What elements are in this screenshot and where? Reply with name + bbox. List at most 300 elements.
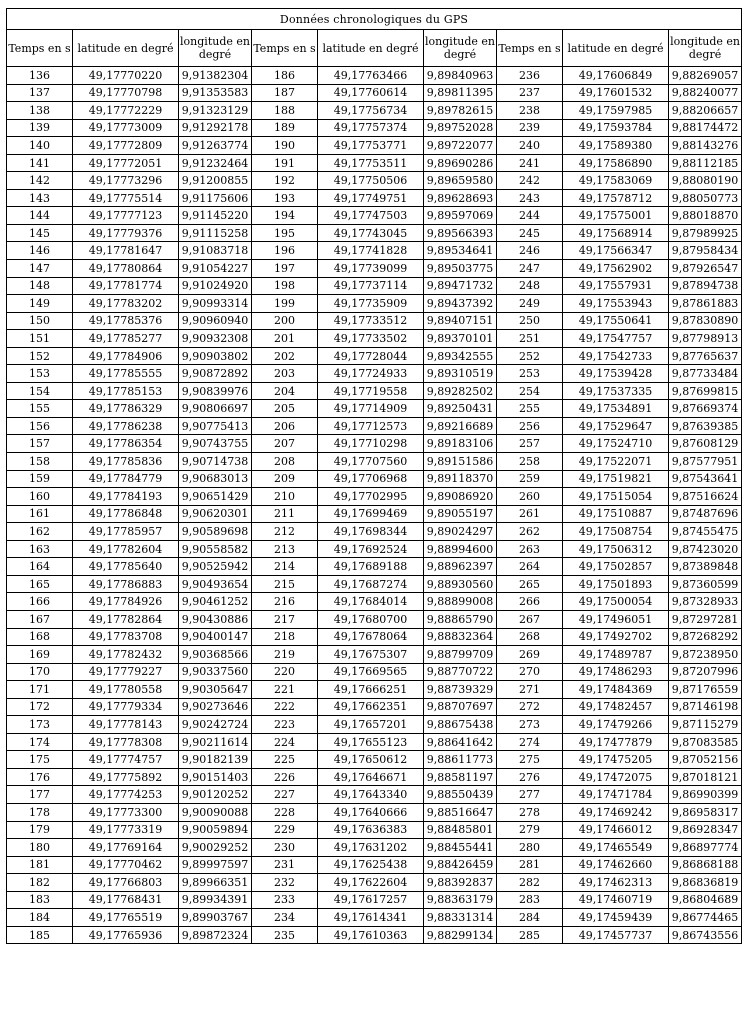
cell-latitude: 49,17770220 [73,67,179,85]
cell-longitude: 9,88363179 [424,891,497,909]
cell-latitude: 49,17680700 [318,610,424,628]
cell-time: 249 [497,295,563,313]
cell-longitude: 9,87926547 [669,260,742,278]
cell-time: 161 [7,505,73,523]
cell-latitude: 49,17465549 [563,839,669,857]
cell-time: 235 [252,926,318,944]
cell-time: 279 [497,821,563,839]
cell-longitude: 9,90932308 [179,330,252,348]
cell-latitude: 49,17773319 [73,821,179,839]
cell-longitude: 9,89534641 [424,242,497,260]
cell-time: 232 [252,874,318,892]
cell-latitude: 49,17786238 [73,417,179,435]
cell-longitude: 9,87639385 [669,417,742,435]
cell-latitude: 49,17501893 [563,575,669,593]
cell-time: 258 [497,453,563,471]
cell-longitude: 9,89934391 [179,891,252,909]
cell-latitude: 49,17484369 [563,681,669,699]
cell-latitude: 49,17459439 [563,909,669,927]
cell-longitude: 9,87389848 [669,558,742,576]
cell-time: 231 [252,856,318,874]
cell-time: 261 [497,505,563,523]
table-row [7,751,742,769]
cell-longitude: 9,87798913 [669,330,742,348]
cell-longitude: 9,88331314 [424,909,497,927]
cell-time: 160 [7,488,73,506]
table-row [7,523,742,541]
cell-time: 177 [7,786,73,804]
cell-time: 144 [7,207,73,225]
cell-latitude: 49,17768431 [73,891,179,909]
cell-longitude: 9,90806697 [179,400,252,418]
cell-latitude: 49,17557931 [563,277,669,295]
cell-longitude: 9,89840963 [424,67,497,85]
cell-latitude: 49,17774253 [73,786,179,804]
cell-latitude: 49,17724933 [318,365,424,383]
cell-time: 171 [7,681,73,699]
cell-time: 237 [497,84,563,102]
cell-time: 182 [7,874,73,892]
cell-time: 194 [252,207,318,225]
cell-latitude: 49,17770798 [73,84,179,102]
cell-time: 206 [252,417,318,435]
cell-latitude: 49,17710298 [318,435,424,453]
cell-longitude: 9,90430886 [179,610,252,628]
cell-time: 246 [497,242,563,260]
cell-longitude: 9,91323129 [179,102,252,120]
cell-time: 180 [7,839,73,857]
table-row [7,874,742,892]
cell-longitude: 9,87543641 [669,470,742,488]
table-row [7,189,742,207]
cell-longitude: 9,88174472 [669,119,742,137]
cell-time: 155 [7,400,73,418]
cell-time: 137 [7,84,73,102]
cell-time: 222 [252,698,318,716]
cell-time: 220 [252,663,318,681]
cell-longitude: 9,88080190 [669,172,742,190]
cell-longitude: 9,87360599 [669,575,742,593]
cell-time: 156 [7,417,73,435]
cell-time: 173 [7,716,73,734]
cell-longitude: 9,87733484 [669,365,742,383]
cell-longitude: 9,89503775 [424,260,497,278]
cell-longitude: 9,90993314 [179,295,252,313]
cell-longitude: 9,89342555 [424,347,497,365]
cell-time: 277 [497,786,563,804]
cell-latitude: 49,17786883 [73,575,179,593]
cell-latitude: 49,17743045 [318,224,424,242]
cell-longitude: 9,88206657 [669,102,742,120]
column-header-longitude: longitude en degré [424,30,497,67]
cell-time: 141 [7,154,73,172]
table-row [7,453,742,471]
cell-longitude: 9,89055197 [424,505,497,523]
table-row [7,663,742,681]
cell-latitude: 49,17462660 [563,856,669,874]
cell-longitude: 9,90743755 [179,435,252,453]
cell-time: 188 [252,102,318,120]
table-row [7,260,742,278]
cell-time: 236 [497,67,563,85]
cell-time: 255 [497,400,563,418]
cell-time: 225 [252,751,318,769]
cell-time: 193 [252,189,318,207]
cell-time: 212 [252,523,318,541]
cell-time: 138 [7,102,73,120]
cell-time: 284 [497,909,563,927]
cell-latitude: 49,17650612 [318,751,424,769]
cell-longitude: 9,87699815 [669,382,742,400]
cell-latitude: 49,17662351 [318,698,424,716]
cell-time: 170 [7,663,73,681]
cell-longitude: 9,90714738 [179,453,252,471]
cell-longitude: 9,87207996 [669,663,742,681]
cell-longitude: 9,86928347 [669,821,742,839]
cell-time: 245 [497,224,563,242]
cell-longitude: 9,89471732 [424,277,497,295]
cell-latitude: 49,17583069 [563,172,669,190]
cell-latitude: 49,17610363 [318,926,424,944]
cell-latitude: 49,17601532 [563,84,669,102]
cell-latitude: 49,17782604 [73,540,179,558]
cell-time: 238 [497,102,563,120]
cell-latitude: 49,17779376 [73,224,179,242]
cell-longitude: 9,88485801 [424,821,497,839]
cell-latitude: 49,17785836 [73,453,179,471]
cell-latitude: 49,17719558 [318,382,424,400]
cell-latitude: 49,17714909 [318,400,424,418]
cell-longitude: 9,87894738 [669,277,742,295]
cell-longitude: 9,88930560 [424,575,497,593]
cell-latitude: 49,17769164 [73,839,179,857]
cell-longitude: 9,88143276 [669,137,742,155]
cell-longitude: 9,88299134 [424,926,497,944]
cell-latitude: 49,17783708 [73,628,179,646]
cell-longitude: 9,88050773 [669,189,742,207]
cell-time: 224 [252,733,318,751]
table-row [7,733,742,751]
table-row [7,786,742,804]
cell-longitude: 9,88707697 [424,698,497,716]
cell-latitude: 49,17622604 [318,874,424,892]
cell-latitude: 49,17781774 [73,277,179,295]
cell-longitude: 9,89282502 [424,382,497,400]
cell-time: 142 [7,172,73,190]
cell-longitude: 9,88611773 [424,751,497,769]
table-row [7,891,742,909]
cell-longitude: 9,88675438 [424,716,497,734]
cell-latitude: 49,17749751 [318,189,424,207]
cell-time: 174 [7,733,73,751]
cell-latitude: 49,17646671 [318,768,424,786]
cell-latitude: 49,17684014 [318,593,424,611]
cell-latitude: 49,17785376 [73,312,179,330]
cell-longitude: 9,88240077 [669,84,742,102]
cell-longitude: 9,89872324 [179,926,252,944]
cell-longitude: 9,89903767 [179,909,252,927]
cell-longitude: 9,87297281 [669,610,742,628]
column-header-latitude: latitude en degré [73,30,179,67]
cell-latitude: 49,17593784 [563,119,669,137]
cell-latitude: 49,17542733 [563,347,669,365]
cell-latitude: 49,17712573 [318,417,424,435]
table-row [7,768,742,786]
cell-latitude: 49,17586890 [563,154,669,172]
cell-time: 217 [252,610,318,628]
cell-longitude: 9,90273646 [179,698,252,716]
cell-time: 209 [252,470,318,488]
cell-latitude: 49,17492702 [563,628,669,646]
cell-latitude: 49,17500054 [563,593,669,611]
cell-time: 179 [7,821,73,839]
cell-longitude: 9,89151586 [424,453,497,471]
cell-time: 248 [497,277,563,295]
cell-longitude: 9,89597069 [424,207,497,225]
cell-latitude: 49,17737114 [318,277,424,295]
column-header-latitude: latitude en degré [563,30,669,67]
cell-latitude: 49,17489787 [563,646,669,664]
cell-time: 162 [7,523,73,541]
cell-longitude: 9,88770722 [424,663,497,681]
cell-time: 219 [252,646,318,664]
cell-latitude: 49,17687274 [318,575,424,593]
table-row [7,803,742,821]
cell-latitude: 49,17524710 [563,435,669,453]
cell-longitude: 9,88994600 [424,540,497,558]
cell-longitude: 9,86868188 [669,856,742,874]
table-row [7,646,742,664]
table-row [7,102,742,120]
cell-time: 253 [497,365,563,383]
cell-longitude: 9,86836819 [669,874,742,892]
cell-time: 145 [7,224,73,242]
cell-time: 242 [497,172,563,190]
cell-latitude: 49,17766803 [73,874,179,892]
cell-longitude: 9,91024920 [179,277,252,295]
cell-latitude: 49,17735909 [318,295,424,313]
cell-latitude: 49,17707560 [318,453,424,471]
cell-time: 203 [252,365,318,383]
cell-longitude: 9,89407151 [424,312,497,330]
table-row [7,224,742,242]
table-row [7,277,742,295]
cell-latitude: 49,17522071 [563,453,669,471]
cell-latitude: 49,17471784 [563,786,669,804]
cell-longitude: 9,90960940 [179,312,252,330]
cell-longitude: 9,88865790 [424,610,497,628]
cell-latitude: 49,17692524 [318,540,424,558]
cell-latitude: 49,17770462 [73,856,179,874]
cell-longitude: 9,87669374 [669,400,742,418]
cell-latitude: 49,17614341 [318,909,424,927]
cell-time: 234 [252,909,318,927]
cell-latitude: 49,17617257 [318,891,424,909]
cell-time: 251 [497,330,563,348]
cell-time: 240 [497,137,563,155]
cell-longitude: 9,89722077 [424,137,497,155]
cell-time: 190 [252,137,318,155]
cell-time: 208 [252,453,318,471]
table-title: Données chronologiques du GPS [7,9,742,30]
cell-latitude: 49,17786354 [73,435,179,453]
cell-longitude: 9,89811395 [424,84,497,102]
cell-latitude: 49,17760614 [318,84,424,102]
cell-time: 273 [497,716,563,734]
cell-latitude: 49,17772229 [73,102,179,120]
cell-time: 256 [497,417,563,435]
cell-latitude: 49,17780558 [73,681,179,699]
cell-time: 221 [252,681,318,699]
cell-time: 166 [7,593,73,611]
cell-time: 227 [252,786,318,804]
table-row [7,207,742,225]
cell-time: 205 [252,400,318,418]
cell-time: 140 [7,137,73,155]
cell-longitude: 9,91200855 [179,172,252,190]
cell-time: 186 [252,67,318,85]
cell-latitude: 49,17728044 [318,347,424,365]
cell-time: 196 [252,242,318,260]
cell-longitude: 9,89690286 [424,154,497,172]
cell-latitude: 49,17640666 [318,803,424,821]
table-row [7,856,742,874]
cell-latitude: 49,17529647 [563,417,669,435]
cell-time: 247 [497,260,563,278]
cell-time: 139 [7,119,73,137]
cell-time: 270 [497,663,563,681]
cell-time: 264 [497,558,563,576]
cell-longitude: 9,88899008 [424,593,497,611]
column-header-time: Temps en s [7,30,73,67]
table-header-row [7,30,742,67]
cell-time: 169 [7,646,73,664]
cell-time: 229 [252,821,318,839]
cell-time: 151 [7,330,73,348]
cell-longitude: 9,90461252 [179,593,252,611]
cell-latitude: 49,17772051 [73,154,179,172]
cell-time: 143 [7,189,73,207]
cell-longitude: 9,89118370 [424,470,497,488]
cell-longitude: 9,89966351 [179,874,252,892]
cell-longitude: 9,89566393 [424,224,497,242]
cell-latitude: 49,17597985 [563,102,669,120]
cell-latitude: 49,17578712 [563,189,669,207]
cell-time: 241 [497,154,563,172]
cell-longitude: 9,90620301 [179,505,252,523]
cell-longitude: 9,91145220 [179,207,252,225]
cell-longitude: 9,89250431 [424,400,497,418]
cell-latitude: 49,17515054 [563,488,669,506]
cell-time: 216 [252,593,318,611]
cell-longitude: 9,86774465 [669,909,742,927]
cell-longitude: 9,88516647 [424,803,497,821]
cell-longitude: 9,88799709 [424,646,497,664]
cell-latitude: 49,17553943 [563,295,669,313]
cell-latitude: 49,17778308 [73,733,179,751]
cell-latitude: 49,17547757 [563,330,669,348]
table-row [7,382,742,400]
cell-time: 262 [497,523,563,541]
cell-latitude: 49,17460719 [563,891,669,909]
cell-longitude: 9,87861883 [669,295,742,313]
cell-latitude: 49,17502857 [563,558,669,576]
table-row [7,435,742,453]
cell-longitude: 9,90305647 [179,681,252,699]
cell-time: 263 [497,540,563,558]
cell-time: 168 [7,628,73,646]
cell-time: 164 [7,558,73,576]
cell-latitude: 49,17466012 [563,821,669,839]
cell-time: 149 [7,295,73,313]
table-row [7,716,742,734]
cell-time: 176 [7,768,73,786]
cell-latitude: 49,17519821 [563,470,669,488]
cell-latitude: 49,17785277 [73,330,179,348]
cell-longitude: 9,91353583 [179,84,252,102]
cell-longitude: 9,87516624 [669,488,742,506]
cell-time: 200 [252,312,318,330]
cell-time: 146 [7,242,73,260]
cell-time: 157 [7,435,73,453]
cell-latitude: 49,17706968 [318,470,424,488]
cell-longitude: 9,91232464 [179,154,252,172]
cell-time: 189 [252,119,318,137]
cell-latitude: 49,17636383 [318,821,424,839]
cell-time: 265 [497,575,563,593]
cell-time: 148 [7,277,73,295]
cell-latitude: 49,17625438 [318,856,424,874]
cell-longitude: 9,89370101 [424,330,497,348]
cell-time: 260 [497,488,563,506]
cell-latitude: 49,17782432 [73,646,179,664]
cell-time: 136 [7,67,73,85]
cell-time: 201 [252,330,318,348]
cell-time: 239 [497,119,563,137]
cell-longitude: 9,87018121 [669,768,742,786]
cell-latitude: 49,17537335 [563,382,669,400]
cell-longitude: 9,87083585 [669,733,742,751]
cell-time: 223 [252,716,318,734]
cell-latitude: 49,17786329 [73,400,179,418]
cell-latitude: 49,17785153 [73,382,179,400]
cell-longitude: 9,90151403 [179,768,252,786]
cell-time: 272 [497,698,563,716]
table-row [7,610,742,628]
cell-longitude: 9,91382304 [179,67,252,85]
cell-latitude: 49,17689188 [318,558,424,576]
cell-longitude: 9,90903802 [179,347,252,365]
cell-latitude: 49,17786848 [73,505,179,523]
column-header-longitude: longitude en degré [669,30,742,67]
cell-longitude: 9,90120252 [179,786,252,804]
cell-longitude: 9,87176559 [669,681,742,699]
table-row [7,540,742,558]
cell-time: 266 [497,593,563,611]
cell-latitude: 49,17779334 [73,698,179,716]
cell-longitude: 9,89437392 [424,295,497,313]
cell-time: 285 [497,926,563,944]
cell-longitude: 9,89752028 [424,119,497,137]
table-row [7,365,742,383]
gps-data-table [6,8,742,944]
cell-latitude: 49,17666251 [318,681,424,699]
table-row [7,347,742,365]
cell-latitude: 49,17753511 [318,154,424,172]
cell-latitude: 49,17784926 [73,593,179,611]
cell-longitude: 9,87328933 [669,593,742,611]
cell-longitude: 9,90242724 [179,716,252,734]
